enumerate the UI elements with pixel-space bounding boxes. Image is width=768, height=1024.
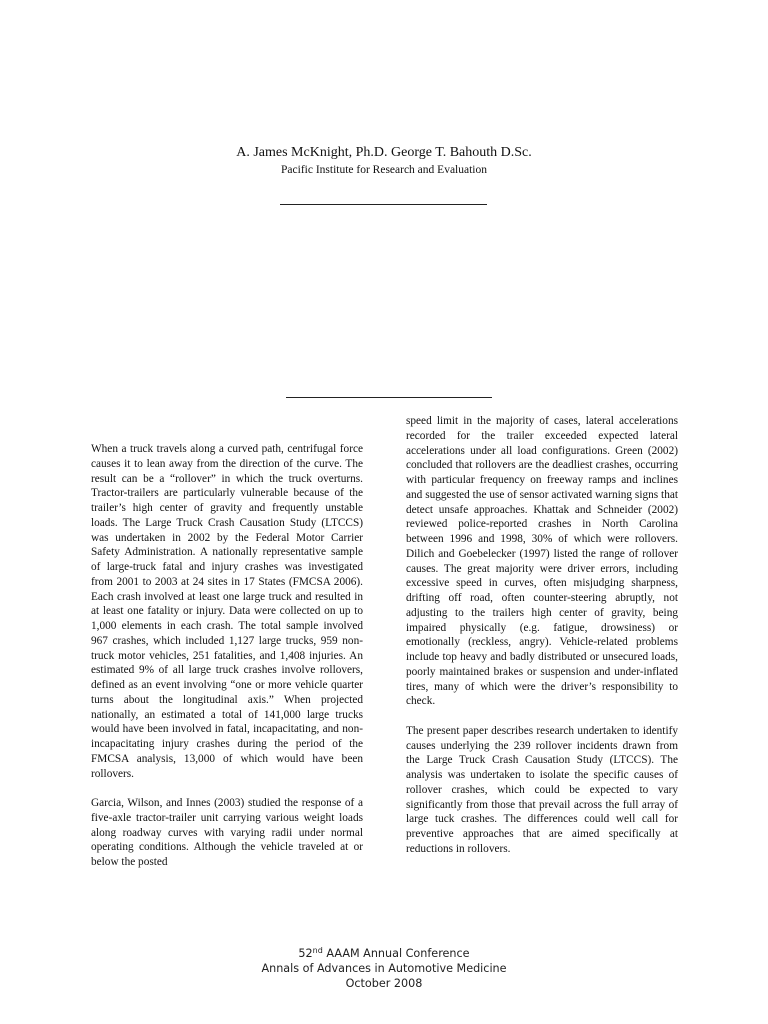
conference-number: 52 — [298, 947, 313, 960]
paragraph: When a truck travels along a curved path, centrifugal force causes it to lean away from the direction of the curve. The result can be a “rollover” in which the truck overturns. Tractor-trailers are particularly vulnerable because of the trailer’s high center of gravity and frequently unstable loads. The Large Truck Crash Causation Study (LTCCS) was undertaken in 2002 by the Federal Motor Carrier Safety Administration. A nationally representative sample of large-truck fatal and injury crashes was investigated from 2001 to 2003 at 24 sites in 17 States (FMCSA 2006). Each crash involved at least one large truck and resulted in at least one fatality or injury. Data were collected on up to 1,000 elements in each crash. The total sample involved 967 crashes, which included 1,127 large trucks, 959 non-truck motor vehicles, 251 fatalities, and 1,408 injuries. An estimated 9% of all large truck crashes involve rollovers, defined as an event involving “one or more vehicle quarter turns about the longitudinal axis.” When projected nationally, an estimated a total of 141,000 large trucks would have been involved in fatal, incapacitating, and non-incapacitating injury crashes during the period of the FMCSA analysis, 13,000 of which would have been rollovers. — [91, 443, 363, 780]
footer-conference — [0, 946, 768, 961]
left-column — [91, 442, 363, 870]
paragraph: Garcia, Wilson, and Innes (2003) studied the response of a five-axle tractor-trailer unit carrying various weight loads along roadway curves with varying radii under normal operating conditions. Although the vehicle traveled at or below the posted — [91, 797, 363, 868]
author-line: A. James McKnight, Ph.D. George T. Bahouth D.Sc. — [236, 145, 532, 160]
footer-date: October 2008 — [345, 977, 423, 990]
conference-ordinal-suffix: nd — [312, 946, 323, 955]
separator-rule-top — [280, 204, 487, 205]
page-footer — [0, 946, 768, 991]
footer-journal: Annals of Advances in Automotive Medicine — [261, 962, 507, 975]
conference-name: AAAM Annual Conference — [322, 947, 470, 960]
affiliation-line: Pacific Institute for Research and Evaluation — [281, 164, 487, 176]
paragraph: speed limit in the majority of cases, lateral accelerations recorded for the trailer exceeded expected lateral accelerations under all load configurations. Green (2002) concluded that rollovers are the deadliest crashes, occurring with particular frequency on freeway ramps and inclines and suggested the use of sensor activated warning signs that detect unsafe approaches. Khattak and Schneider (2002) reviewed police-reported crashes in North Carolina between 1996 and 1998, 30% of which were rollovers. Dilich and Goebelecker (1997) listed the range of rollover causes. The great majority were driver errors, including excessive speed in curves, often misjudging sharpness, drifting off road, often counter-steering abruptly, not adjusting to the trailers high center of gravity, being impaired physically (e.g. fatigue, drowsiness) or emotionally (reckless, angry). Vehicle-related problems include top heavy and badly distributed or unsecured loads, poorly maintained brakes or suspension and under-inflated tires, many of which were the driver’s responsibility to check. — [406, 415, 678, 708]
right-column — [406, 414, 678, 857]
paragraph: The present paper describes research undertaken to identify causes underlying the 239 rollover incidents drawn from the Large Truck Crash Causation Study (LTCCS). The analysis was undertaken to isolate the specific causes of rollover crashes, which could be expected to vary significantly from those that prevail across the full array of large tuck crashes. The differences could well call for preventive approaches that are aimed specifically at reductions in rollovers. — [406, 724, 678, 855]
separator-rule-middle — [286, 397, 492, 398]
